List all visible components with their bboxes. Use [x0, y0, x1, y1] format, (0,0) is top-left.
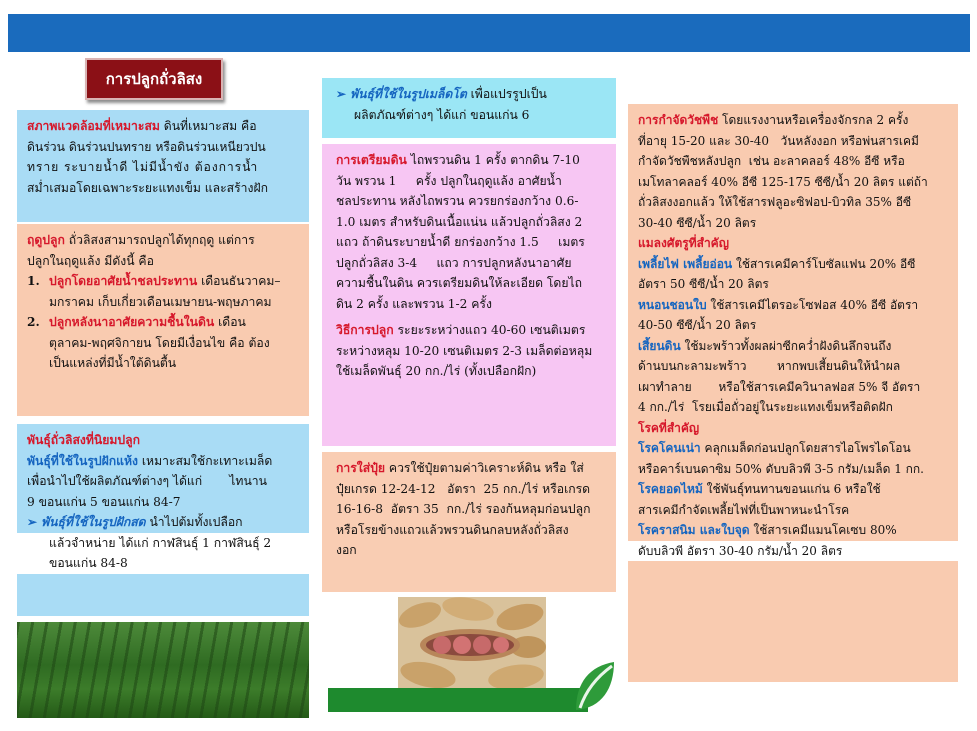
disease-text: ใช้สารเคมีแมนโคเซบ 80% [753, 523, 897, 537]
fertilizer-box [322, 452, 616, 592]
fertilizer-text: ปุ๋ยเกรด 12-24-12 อัตรา 25 กก./ไร่ หรือเกรด [336, 481, 591, 496]
disease-name: โรคราสนิม และใบจุด [638, 523, 750, 537]
varieties-text: เหมาะสมใช้กะเทาะเมล็ด [141, 453, 273, 468]
pest-name: เสี้ยนดิน [638, 338, 681, 353]
varieties-box [17, 424, 309, 616]
season-heading: ฤดูปลูก [27, 233, 65, 247]
large-seed-heading: พันธุ์ที่ใช้ในรูปเมล็ดโต [350, 87, 467, 101]
peanuts-photo [398, 597, 546, 695]
item-text: เดือน [218, 315, 246, 329]
disease-text: สารเคมีกำจัดเพลี้ยไฟที่เป็นพาหนะนำโรค [638, 502, 850, 517]
environment-text: ดินร่วน ดินร่วนปนทราย หรือดินร่วนเหนียวปน [27, 139, 266, 154]
pests-heading: แมลงศัตรูที่สำคัญ [638, 236, 729, 250]
large-seed-box [322, 78, 616, 138]
disease-name: โรคยอดไหม้ [638, 482, 703, 496]
large-seed-text: เพื่อแปรรูปเป็น [470, 87, 547, 101]
fertilizer-text: งอก [336, 543, 357, 557]
item-number: 1. [27, 274, 40, 288]
weed-control-text: 30-40 ซีซี/น้ำ 20 ลิตร [638, 215, 757, 230]
disease-text: ดับบลิวพี อัตรา 30-40 กรัม/น้ำ 20 ลิตร [628, 541, 958, 562]
varieties-heading: พันธุ์ถั่วลิสงที่นิยมปลูก [27, 433, 141, 447]
weed-control-text: ถั่วลิสงงอกแล้ว ให้ใช้สารฟลูอะซิฟอป-บิวทิล 35% อีซี [638, 195, 912, 209]
weed-control-text: กำจัดวัชพืชหลังปลูก เช่น อะลาคลอร์ 48% อีซี หรือ [638, 154, 905, 168]
soil-prep-text: 1.0 เมตร สำหรับดินเนื้อแน่น แล้วปลูกถั่วลิสง 2 [336, 214, 583, 229]
weed-control-text: ที่อายุ 15-20 และ 30-40 วันหลังงอก หรือพ่นสารเคมี [638, 133, 919, 148]
item-text: เป็นแหล่งที่มีน้ำใต้ดินตื้น [49, 356, 177, 370]
planting-method-text: ใช้เมล็ดพันธุ์ 20 กก./ไร่ (ทั้งเปลือกฝัก) [336, 364, 537, 378]
pest-name: หนอนชอนใบ [638, 297, 707, 312]
pest-text: ใช้สารเคมีคาร์โบซัลแฟน 20% อีซี [735, 256, 916, 271]
weed-control-text: โดยแรงงานหรือเครื่องจักรกล 2 ครั้ง [722, 113, 909, 127]
peanuts-illustration [398, 597, 546, 695]
fertilizer-text: 16-16-8 อัตรา 35 กก./ไร่ รองก้นหลุมก่อนปลูก [336, 502, 591, 516]
varieties-text: เพื่อนำไปใช้ผลิตภัณฑ์ต่างๆ ได้แก่ ไทนาน [27, 474, 267, 488]
environment-text: สม่ำเสมอโดยเฉพาะระยะแทงเข็ม และสร้างฝัก [27, 180, 268, 195]
leaf-logo-icon [572, 660, 616, 714]
pest-text: ด้านบนกะลามะพร้าว หากพบเสี้ยนดินให้นำผล [638, 359, 901, 373]
environment-text: ทราย ระบายน้ำดี ไม่มีน้ำขัง ต้องการน้ำ [27, 160, 259, 174]
environment-box [17, 110, 309, 222]
soil-prep-text: แถว ถ้าดินระบายน้ำดี ยกร่องกว้าง 1.5 เมตร [336, 235, 585, 249]
planting-method-text: ระยะระหว่างแถว 40-60 เซนติเมตร [397, 323, 586, 337]
list-item [27, 312, 299, 333]
item-text: มกราคม เก็บเกี่ยวเดือนเมษายน-พฤษภาคม [49, 294, 272, 309]
soil-prep-text: ชลประทาน หลังไถพรวน ควรยกร่องกว้าง 0.6- [336, 194, 579, 208]
item-heading: ปลูกโดยอาศัยน้ำชลประทาน [49, 274, 198, 288]
item-text: ตุลาคม-พฤศจิกายน โดยมีเงื่อนไข คือ ต้อง [49, 335, 270, 350]
arrow-right-icon: ➢ [336, 87, 347, 101]
soil-prep-text: ดิน 2 ครั้ง และพรวน 1-2 ครั้ง [336, 296, 492, 311]
weed-control-text: เมโทลาคลอร์ 40% อีซี 125-175 ซีซี/น้ำ 20 ลิตร แต่ถ้า [638, 174, 928, 189]
footer-green-bar [328, 688, 588, 712]
list-item [27, 271, 299, 292]
fertilizer-heading: การใส่ปุ๋ย [336, 461, 386, 475]
diseases-heading: โรคที่สำคัญ [638, 420, 700, 435]
disease-text: คลุกเมล็ดก่อนปลูกโดยสารไอโพรไดโอน [704, 441, 911, 455]
soil-prep-text: ความชื้นในดิน ควรเตรียมดินให้ละเอียด โดยไถ [336, 276, 582, 290]
disease-name: โรคโคนเน่า [638, 441, 701, 455]
pest-name: เพลี้ยไฟ เพลี้ยอ่อน [638, 256, 733, 271]
disease-text: หรือคาร์เบนดาซิม 50% ดับบลิวพี 3-5 กรัม/เมล็ด 1 กก. [638, 461, 924, 476]
large-seed-text: ผลิตภัณฑ์ต่างๆ ได้แก่ ขอนแก่น 6 [354, 107, 530, 122]
soil-prep-heading: การเตรียมดิน [336, 153, 407, 167]
pest-text: ใช้มะพร้าวทั้งผลผ่าซีกคว่ำฝังดินลึกจนถึง [684, 338, 892, 353]
pest-text: 4 กก./ไร่ โรยเมื่อถั่วอยู่ในระยะแทงเข็มหรือติดฝัก [638, 400, 893, 414]
fertilizer-text: ควรใช้ปุ๋ยตามค่าวิเคราะห์ดิน หรือ ใส่ [388, 461, 584, 475]
varieties-text: นำไปต้มทั้งเปลือก [149, 515, 243, 529]
peanut-field-photo [17, 622, 309, 718]
soil-prep-text: ปลูกถั่วลิสง 3-4 แถว การปลูกหลังนาอาศัย [336, 255, 572, 270]
season-text: ปลูกในฤดูแล้ง มีดังนี้ คือ [27, 253, 154, 268]
pest-text: เผาทำลาย หรือใช้สารเคมีควินาลฟอส 5% จี อัตรา [638, 379, 921, 394]
fresh-pod-heading: พันธุ์ที่ใช้ในรูปฝักสด [41, 515, 146, 529]
environment-text: ดินที่เหมาะสม คือ [163, 119, 257, 133]
item-heading: ปลูกหลังนาอาศัยความชื้นในดิน [49, 315, 215, 329]
top-banner [8, 14, 970, 52]
varieties-text: 9 ขอนแก่น 5 ขอนแก่น 84-7 [27, 494, 181, 509]
season-box [17, 224, 309, 416]
pest-text: 40-50 ซีซี/น้ำ 20 ลิตร [638, 318, 757, 332]
pest-text: อัตรา 50 ซีซี/น้ำ 20 ลิตร [638, 277, 769, 291]
planting-method-text: ระหว่างหลุม 10-20 เซนติเมตร 2-3 เมล็ดต่อหลุม [336, 343, 593, 358]
pest-text: ใช้สารเคมีไตรอะโซฟอส 40% อีซี อัตรา [710, 297, 919, 312]
disease-text: ใช้พันธุ์ทนทานขอนแก่น 6 หรือใช้ [706, 482, 881, 496]
weed-control-heading: การกำจัดวัชพืช [638, 113, 719, 127]
dry-pod-heading: พันธุ์ที่ใช้ในรูปฝักแห้ง [27, 453, 138, 468]
planting-method-heading: วิธีการปลูก [336, 323, 394, 337]
soil-prep-text: วัน พรวน 1 ครั้ง ปลูกในฤดูแล้ง อาศัยน้ำ [336, 173, 562, 188]
page-title: การปลูกถั่วลิสง [85, 58, 223, 100]
soil-prep-text: ไถพรวนดิน 1 ครั้ง ตากดิน 7-10 [410, 153, 580, 167]
varieties-text: ขอนแก่น 84-8 [17, 553, 309, 574]
season-text: ถั่วลิสงสามารถปลูกได้ทุกฤดู แต่การ [68, 233, 255, 247]
soil-prep-box [322, 144, 616, 446]
arrow-right-icon: ➢ [27, 515, 38, 529]
item-number: 2. [27, 315, 40, 329]
item-text: เดือนธันวาคม– [201, 274, 281, 288]
fertilizer-text: หรือโรยข้างแถวแล้วพรวนดินกลบหลังถั่วลิสง [336, 522, 569, 537]
management-box [628, 104, 958, 682]
environment-heading: สภาพแวดล้อมที่เหมาะสม [27, 119, 160, 133]
varieties-text: แล้วจำหน่าย ได้แก่ กาฬสินธุ์ 1 กาฬสินธุ์ 2 [17, 533, 309, 554]
